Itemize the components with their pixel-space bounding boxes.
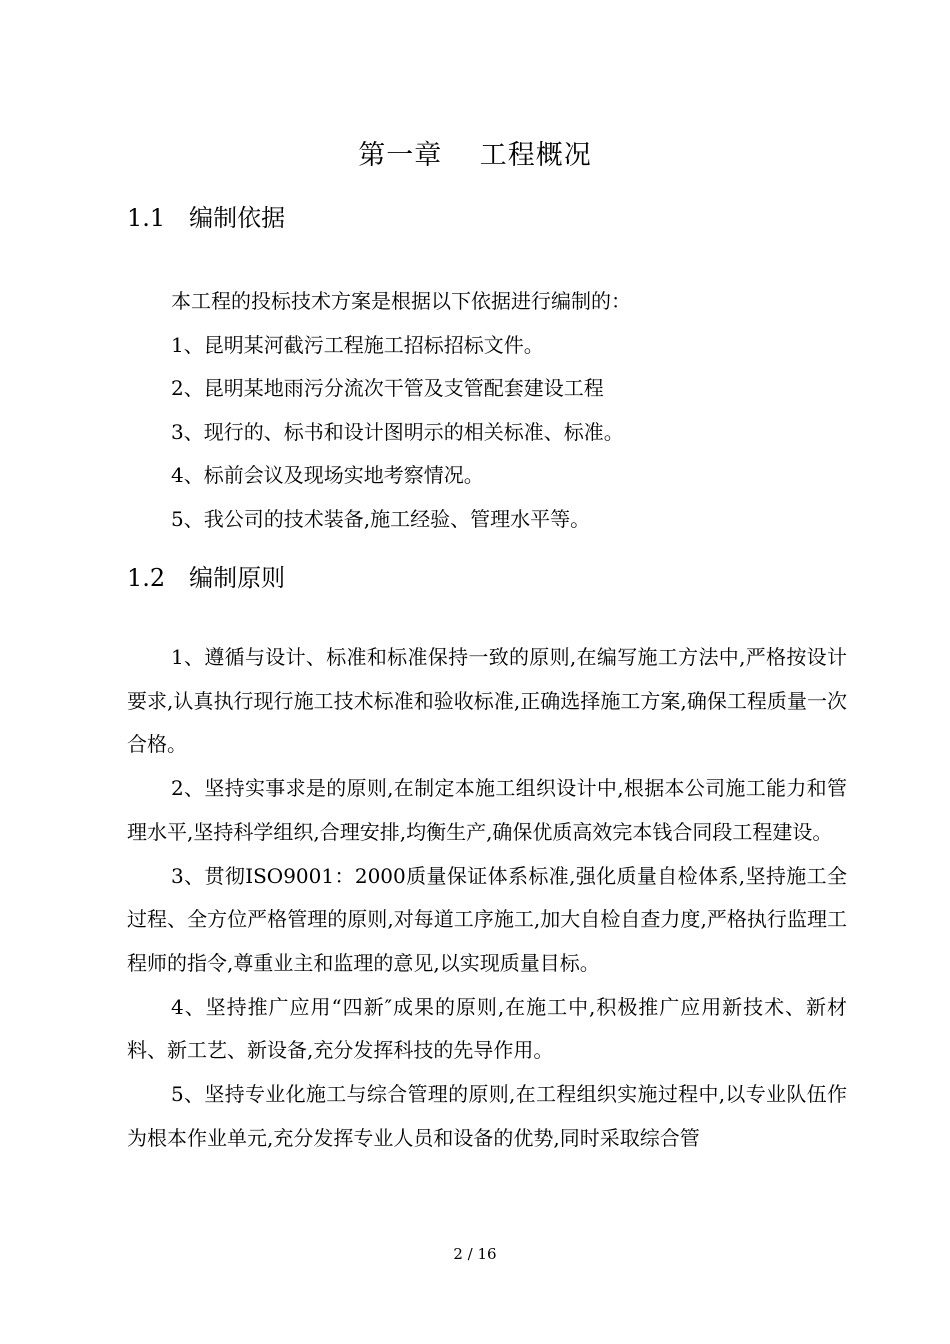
principle-paragraph: 2、坚持实事求是的原则,在制定本施工组织设计中,根据本公司施工能力和管理水平,坚持科学组织,合理安排,均衡生产,确保优质高效完本钱合同段工程建设。 (127, 776, 847, 844)
list-item: 1、昆明某河截污工程施工招标招标文件。 (171, 332, 544, 357)
principle-paragraph: 1、遵循与设计、标准和标准保持一致的原则,在编写施工方法中,严格按设计要求,认真执行现行施工技术标准和验收标准,正确选择施工方案,确保工程质量一次合格。 (127, 645, 847, 757)
principle-paragraph: 5、坚持专业化施工与综合管理的原则,在工程组织实施过程中,以专业队伍作为根本作业单元,充分发挥专业人员和设备的优势,同时采取综合管 (127, 1082, 847, 1150)
chapter-title: 第一章 工程概况 (358, 140, 592, 171)
principle-paragraph: 4、坚持推广应用“四新″成果的原则,在施工中,积极推广应用新技术、新材料、新工艺、新设备,充分发挥科技的先导作用。 (127, 994, 847, 1063)
basis-list (127, 280, 852, 541)
page-number: 2 / 16 (453, 1245, 497, 1263)
section-heading-basis: 1.1 编制依据 (127, 204, 286, 232)
section-heading-principles: 1.2 编制原则 (127, 564, 286, 592)
list-item: 4、标前会议及现场实地考察情况。 (171, 463, 484, 487)
principle-paragraph: 3、贯彻ISO9001：2000质量保证体系标准,强化质量自检体系,坚持施工全过程、全方位严格管理的原则,对每道工序施工,加大自检自查力度,严格执行监理工程师的指令,尊重业主和监理的意见,以实现质量目标。 (127, 863, 847, 975)
principles-body (127, 636, 847, 1160)
basis-intro: 本工程的投标技术方案是根据以下依据进行编制的： (171, 289, 631, 313)
list-item: 3、现行的、标书和设计图明示的相关标准、标准。 (171, 419, 624, 444)
list-item: 5、我公司的技术装备,施工经验、管理水平等。 (171, 506, 591, 531)
list-item: 2、昆明某地雨污分流次干管及支管配套建设工程 (171, 376, 604, 400)
